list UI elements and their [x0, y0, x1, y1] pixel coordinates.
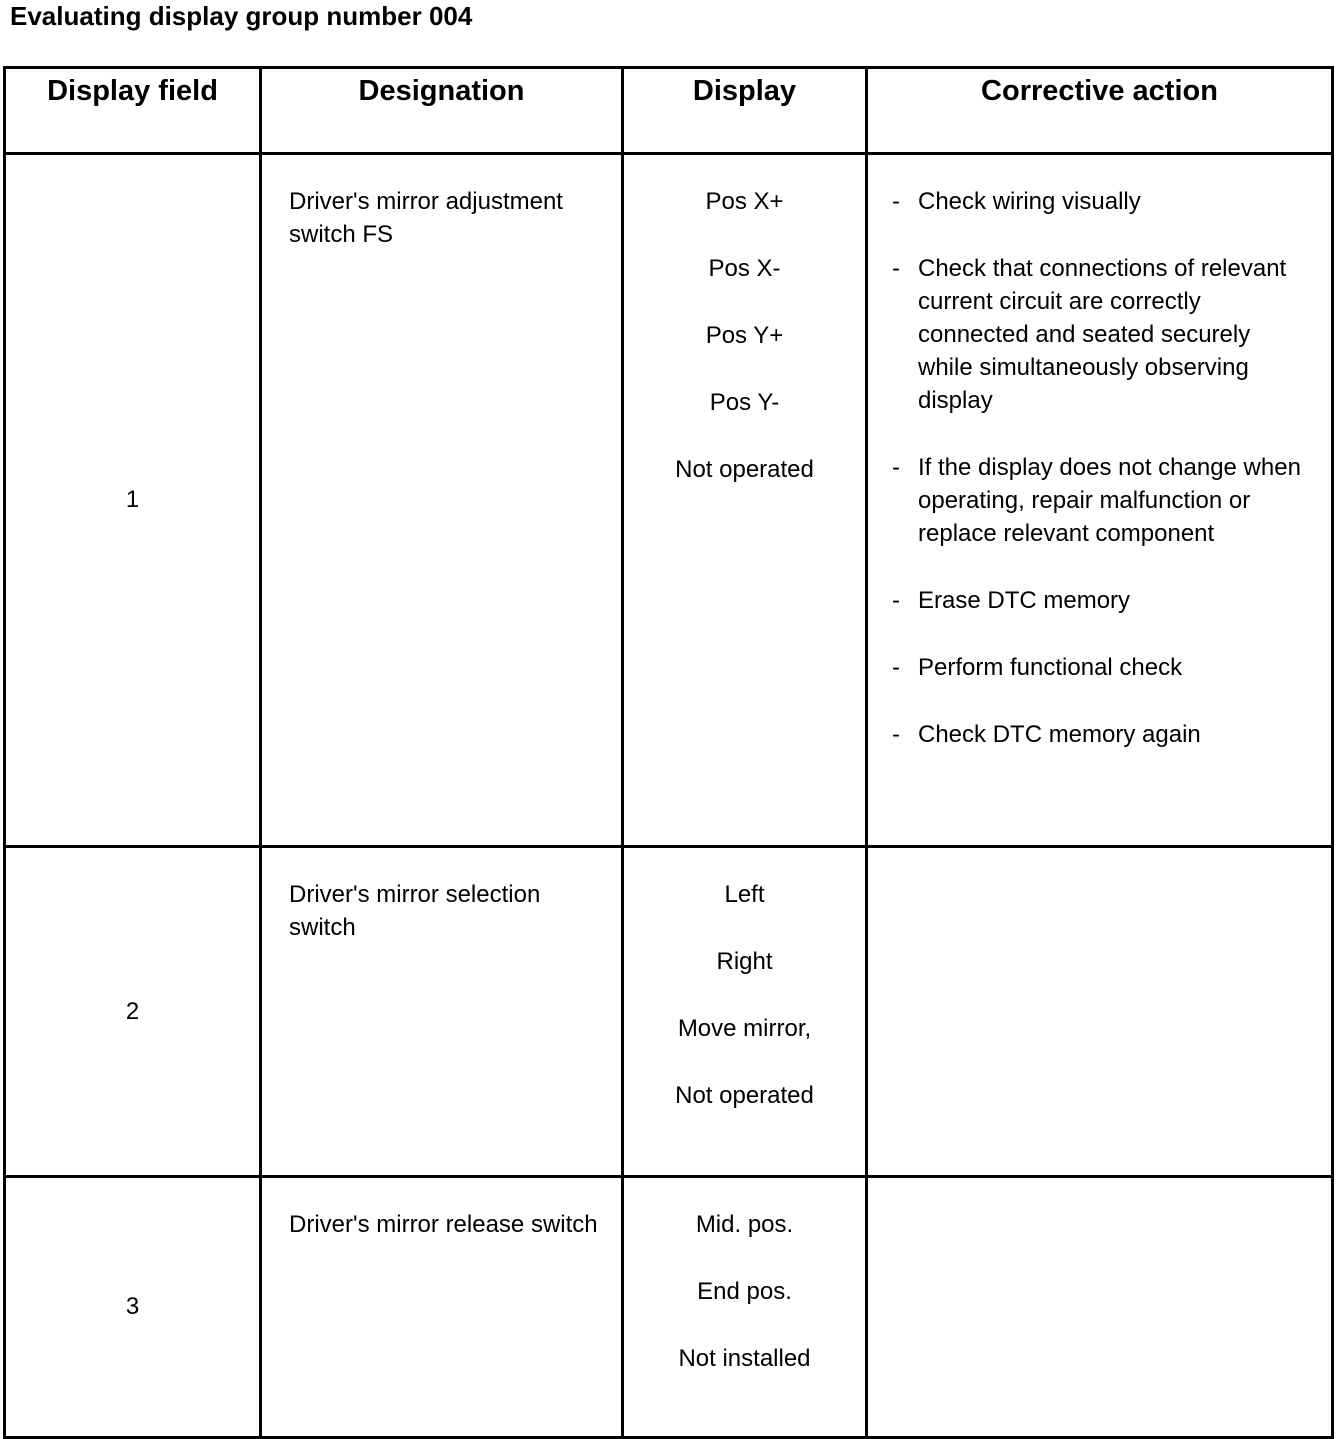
display-cell [623, 154, 867, 847]
display-value: End pos. [697, 1278, 792, 1305]
dash-bullet-icon: - [892, 255, 900, 282]
display-value: Move mirror, [677, 1015, 812, 1042]
dash-bullet-icon: - [892, 654, 900, 681]
header-designation: Designation [261, 68, 623, 154]
display-value: Right [716, 948, 773, 975]
page-title: Evaluating display group number 004 [10, 1, 473, 31]
corrective-action-cell [867, 154, 1333, 847]
action-item [892, 651, 1311, 684]
action-item [892, 718, 1311, 751]
action-item [892, 252, 1311, 417]
display-value: Left [724, 881, 765, 908]
action-text: If the display does not change when operating, repair malfunction or replace relevant component [918, 454, 1301, 547]
display-value: Pos X+ [705, 188, 784, 215]
action-item [892, 185, 1311, 218]
display-value: Not operated [675, 456, 814, 483]
display-cell [623, 1177, 867, 1438]
action-item [892, 451, 1311, 550]
display-value: Pos X- [708, 255, 781, 282]
action-item [892, 584, 1311, 617]
display-cell [623, 847, 867, 1177]
action-text: Erase DTC memory [918, 587, 1131, 614]
dash-bullet-icon: - [892, 721, 900, 748]
action-text: Perform functional check [918, 654, 1183, 681]
action-text: Check wiring visually [918, 188, 1141, 215]
header-display-field: Display field [5, 68, 261, 154]
dash-bullet-icon: - [892, 188, 900, 215]
table-row [5, 1177, 1333, 1438]
display-value: Mid. pos. [695, 1211, 794, 1238]
table-row [5, 154, 1333, 847]
dash-bullet-icon: - [892, 454, 900, 481]
display-value: Pos Y+ [705, 322, 784, 349]
header-row [5, 68, 1333, 154]
designation-cell: Driver's mirror release switch [261, 1177, 623, 1438]
display-field-cell: 3 [5, 1177, 261, 1438]
display-value: Pos Y- [709, 389, 780, 416]
display-value: Not installed [678, 1345, 811, 1372]
action-text: Check DTC memory again [918, 721, 1201, 748]
display-field-cell: 1 [5, 154, 261, 847]
display-field-cell: 2 [5, 847, 261, 1177]
header-corrective-action: Corrective action [867, 68, 1333, 154]
header-display: Display [623, 68, 867, 154]
corrective-action-cell [867, 847, 1333, 1177]
designation-cell: Driver's mirror selection switch [261, 847, 623, 1177]
action-text: Check that connections of relevant current circuit are correctly connected and seated securely while simultaneously observing display [918, 255, 1287, 414]
display-value: Not operated [675, 1082, 814, 1109]
corrective-action-cell [867, 1177, 1333, 1438]
designation-cell: Driver's mirror adjustment switch FS [261, 154, 623, 847]
table-row [5, 847, 1333, 1177]
dash-bullet-icon: - [892, 587, 900, 614]
display-group-table [3, 66, 1334, 1439]
